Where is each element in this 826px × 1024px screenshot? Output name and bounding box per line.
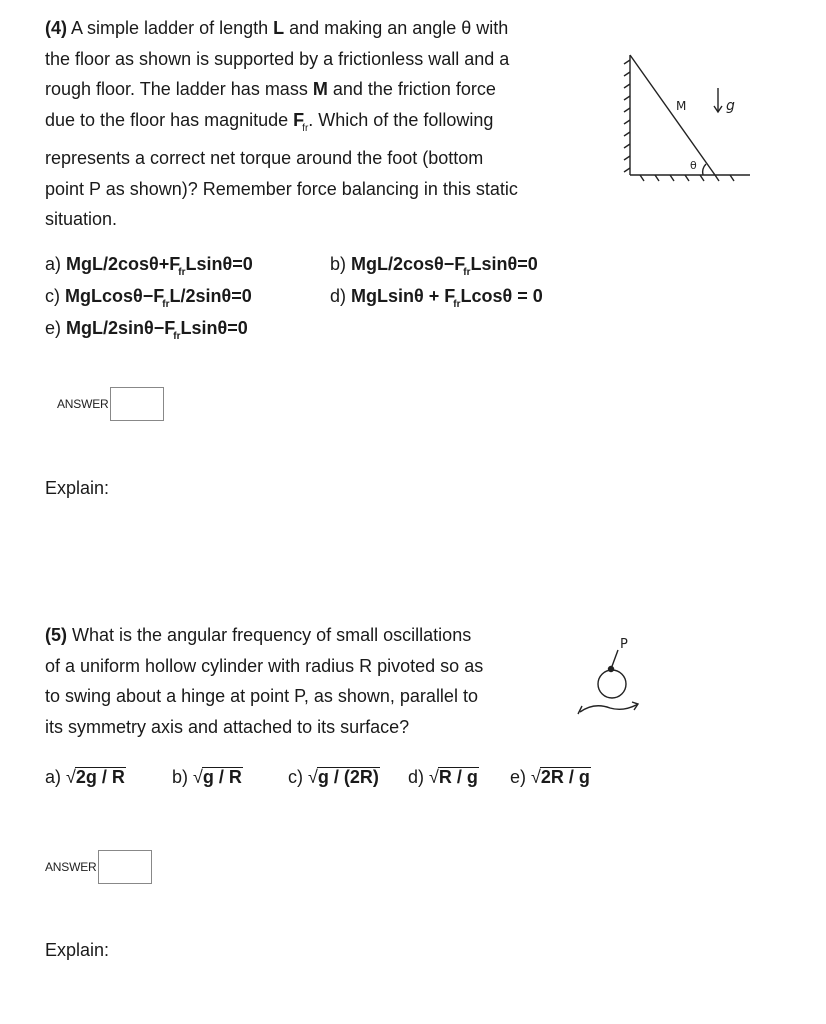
q4-option-d: d) $MgLsin\theta + F_{fr}Lcos\theta = 0$: [330, 286, 543, 310]
q4-line-3: rough floor. The ladder has mass M and the friction force: [45, 79, 496, 99]
q4-option-c: c) $MgLcos\theta-F_{fr}L/2\sin\theta=0$: [45, 286, 252, 310]
wall-and-floor: [624, 55, 750, 181]
pivot-label: P: [620, 637, 628, 652]
cylinder-circle: [598, 670, 626, 698]
q4-answer-input[interactable]: [110, 387, 164, 421]
q5-text: [45, 620, 565, 742]
q5-option-e: e) √2R / g: [510, 767, 590, 787]
q5-option-d: d) √R / g: [408, 767, 478, 787]
q5-number: (5): [45, 625, 67, 645]
q5-answer-input[interactable]: [98, 850, 152, 884]
q4-line-2: the floor as shown is supported by a frictionless wall and a: [45, 48, 510, 69]
q5-option-b: b) √g / R: [172, 767, 242, 787]
q4-option-a: a) MgL/$2\cos\theta+F_{fr}Lsin\theta=0$: [45, 254, 253, 278]
ladder-line: [630, 55, 715, 175]
q4-line-6: point P as shown)? Remember force balancing in this static: [45, 178, 518, 199]
q4-answer-row: [57, 387, 164, 421]
q4-number: (4): [45, 18, 67, 38]
q5-answer-label: ANSWER: [45, 860, 97, 874]
q5-answer-row: [45, 850, 152, 884]
q4-answer-label: ANSWER: [57, 397, 109, 411]
q5-line-2: of a uniform hollow cylinder with radius R pivoted so as: [45, 655, 484, 676]
angle-label: θ: [690, 159, 697, 172]
q4-line-1: (4) A simple ladder of length L and making an angle θ with: [45, 18, 509, 38]
ladder-figure: [610, 40, 760, 190]
q5-line-3: to swing about a hinge at point P, as shown, parallel to: [45, 686, 478, 706]
gravity-label: g: [726, 98, 735, 114]
cylinder-figure: [572, 632, 652, 722]
swing-arc: [580, 704, 638, 712]
angle-arc: [703, 164, 706, 175]
q4-text: [45, 13, 605, 235]
q4-explain-label: Explain:: [45, 478, 110, 498]
q5-option-c: c) √g / (2R): [288, 767, 379, 787]
q4-line-5: represents a correct net torque around the foot (bottom: [45, 148, 484, 168]
q5-explain-label: Explain:: [45, 940, 110, 960]
q4-line-7: situation.: [45, 209, 118, 229]
q4-option-e: e) MgL/$2\sin\theta-F_{fr}Lsin\theta=0$: [45, 318, 248, 342]
q5-line-1: (5) What is the angular frequency of small oscillations: [45, 625, 472, 645]
q5-option-a: a) √2g / R: [45, 767, 125, 787]
q4-option-b: b) MgL/$2\cos\theta-F_{fr}Lsin\theta=0$: [330, 254, 538, 278]
mass-label: M: [676, 99, 687, 113]
q5-line-4: its symmetry axis and attached to its surface?: [45, 716, 410, 737]
q4-line-4: due to the floor has magnitude $F_{fr}$. Which of the following: [45, 109, 494, 134]
